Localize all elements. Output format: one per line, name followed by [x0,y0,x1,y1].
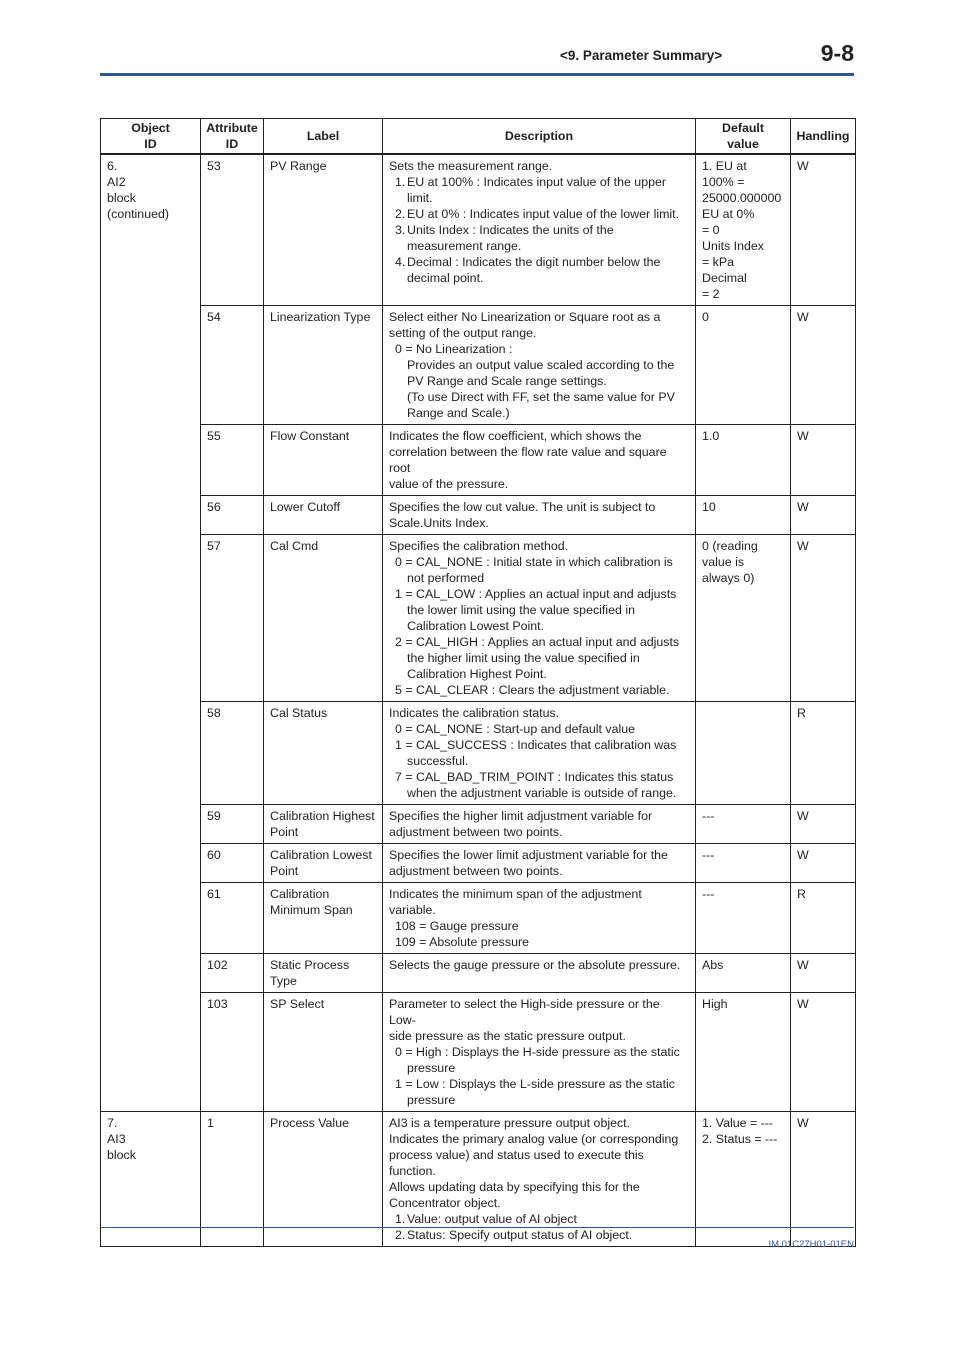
option-continuation: pressure [407,1061,456,1075]
description-line: adjustment between two points. [389,864,563,878]
label-cell: Calibration Highest Point [264,805,383,844]
page-number: 9-8 [820,40,854,66]
description-cell [383,496,696,535]
attribute-id-cell: 1 [201,1112,264,1247]
parameter-table [100,118,856,1247]
option-continuation: the higher limit using the value specified in [407,651,640,665]
col-header-label: Label [264,119,383,155]
footer-rule [100,1227,854,1228]
default-value-cell: 0 [696,306,791,425]
option-continuation: Calibration Highest Point. [407,667,547,681]
handling-cell: W [791,805,856,844]
object-id-cell: 6. AI2 block (continued) [101,154,201,1112]
default-value-cell: Abs [696,954,791,993]
description-line: value of the pressure. [389,477,509,491]
description-line: adjustment between two points. [389,825,563,839]
handling-cell: W [791,496,856,535]
description-cell [383,883,696,954]
handling-cell: W [791,993,856,1112]
table-row [101,306,856,425]
description-line: Indicates the calibration status. [389,706,560,720]
item-number: 1. [395,1212,406,1226]
default-value-cell: --- [696,844,791,883]
document-id: IM 01C27H01-01EN [768,1239,854,1250]
description-cell [383,425,696,496]
default-value-cell: 1. EU at 100% = 25000.000000 EU at 0% = 0 Units Index = kPa Decimal = 2 [696,154,791,306]
description-line: process value) and status used to execute this [389,1148,644,1162]
description-line: Indicates the minimum span of the adjustment [389,887,642,901]
description-cell [383,702,696,805]
label-cell: PV Range [264,154,383,306]
attribute-id-cell: 54 [201,306,264,425]
option-continuation: successful. [407,754,469,768]
description-cell [383,154,696,306]
numbered-item [389,206,689,222]
label-cell: Process Value [264,1112,383,1247]
description-line: function. [389,1164,436,1178]
description-line: AI3 is a temperature pressure output object. [389,1116,631,1130]
description-line: Indicates the primary analog value (or corresponding [389,1132,679,1146]
default-value-cell: 1.0 [696,425,791,496]
default-value-cell: 1. Value = --- 2. Status = --- [696,1112,791,1247]
option-continuation: Calibration Lowest Point. [407,619,545,633]
attribute-id-cell: 60 [201,844,264,883]
object-id-cell: 7. AI3 block [101,1112,201,1247]
description-line: setting of the output range. [389,326,537,340]
description-line: Specifies the calibration method. [389,539,569,553]
description-line: Scale.Units Index. [389,516,489,530]
description-line: Select either No Linearization or Square root as a [389,310,661,324]
handling-cell: W [791,1112,856,1247]
table-row [101,702,856,805]
option-line: 7 = CAL_BAD_TRIM_POINT : Indicates this status [395,770,674,784]
option-continuation: when the adjustment variable is outside of range. [407,786,677,800]
description-line: Specifies the lower limit adjustment variable for the [389,848,668,862]
default-value-cell: 0 (reading value is always 0) [696,535,791,702]
description-cell [383,306,696,425]
table-row [101,535,856,702]
handling-cell: W [791,954,856,993]
attribute-id-cell: 53 [201,154,264,306]
handling-cell: W [791,306,856,425]
description-line: Parameter to select the High-side pressure or the Low- [389,997,660,1027]
label-cell: SP Select [264,993,383,1112]
option-continuation: PV Range and Scale range settings. [407,374,607,388]
item-text: Status: Specify output status of AI object. [407,1228,633,1242]
table-row [101,993,856,1112]
option-line: 1 = CAL_LOW : Applies an actual input and adjusts [395,587,677,601]
table-row [101,844,856,883]
table-row [101,883,856,954]
option-line: 0 = No Linearization : [395,342,513,356]
description-cell [383,954,696,993]
description-cell [383,993,696,1112]
item-text: Value: output value of AI object [407,1212,577,1226]
item-number: 2. [395,207,406,221]
description-line: Indicates the flow coefficient, which shows the [389,429,642,443]
table-row [101,805,856,844]
description-cell [383,535,696,702]
section-title: <9. Parameter Summary> [560,48,723,63]
handling-cell: W [791,425,856,496]
item-text: EU at 0% : Indicates input value of the lower limit. [407,207,680,221]
table-row [101,954,856,993]
item-continuation: decimal point. [407,271,484,285]
item-text: EU at 100% : Indicates input value of the upper [407,175,666,189]
col-header-description: Description [383,119,696,155]
label-cell: Cal Status [264,702,383,805]
option-line: 108 = Gauge pressure [395,919,519,933]
option-line: 0 = CAL_NONE : Start-up and default value [395,722,636,736]
attribute-id-cell: 56 [201,496,264,535]
handling-cell: R [791,702,856,805]
label-cell: Calibration Minimum Span [264,883,383,954]
option-continuation: the lower limit using the value specified in [407,603,635,617]
default-value-cell: 10 [696,496,791,535]
description-line: Sets the measurement range. [389,159,553,173]
col-header-handling: Handling [791,119,856,155]
label-cell: Lower Cutoff [264,496,383,535]
header-rule [100,73,854,76]
description-line: Selects the gauge pressure or the absolute pressure. [389,958,681,972]
handling-cell: R [791,883,856,954]
option-line: 5 = CAL_CLEAR : Clears the adjustment variable. [395,683,670,697]
numbered-item [389,174,689,190]
option-continuation: not performed [407,571,485,585]
description-cell [383,844,696,883]
numbered-item [389,1227,689,1243]
description-line: correlation between the flow rate value and square root [389,445,667,475]
table-body [101,154,856,1247]
col-header-attribute-id: Attribute ID [201,119,264,155]
col-header-object-id: Object ID [101,119,201,155]
handling-cell: W [791,535,856,702]
option-continuation: Range and Scale.) [407,406,510,420]
item-text: Units Index : Indicates the units of the [407,223,614,237]
default-value-cell [696,702,791,805]
attribute-id-cell: 61 [201,883,264,954]
col-header-default-value: Default value [696,119,791,155]
description-line: Concentrator object. [389,1196,501,1210]
option-line: 109 = Absolute pressure [395,935,529,949]
attribute-id-cell: 55 [201,425,264,496]
attribute-id-cell: 57 [201,535,264,702]
attribute-id-cell: 102 [201,954,264,993]
description-line: Allows updating data by specifying this for the [389,1180,640,1194]
numbered-item [389,1211,689,1227]
default-value-cell: High [696,993,791,1112]
label-cell: Calibration Lowest Point [264,844,383,883]
numbered-item [389,222,689,238]
option-continuation: pressure [407,1093,456,1107]
description-line: Specifies the higher limit adjustment variable for [389,809,653,823]
item-text: Decimal : Indicates the digit number below the [407,255,661,269]
option-line: 2 = CAL_HIGH : Applies an actual input and adjusts [395,635,680,649]
item-number: 3. [395,223,406,237]
option-continuation: (To use Direct with FF, set the same value for PV [407,390,675,404]
description-line: variable. [389,903,436,917]
numbered-item [389,254,689,270]
option-line: 1 = CAL_SUCCESS : Indicates that calibration was [395,738,677,752]
handling-cell: W [791,154,856,306]
table-header-row [101,119,856,155]
option-line: 1 = Low : Displays the L-side pressure as the static [395,1077,675,1091]
description-cell [383,805,696,844]
option-continuation: Provides an output value scaled according to the [407,358,675,372]
option-line: 0 = High : Displays the H-side pressure as the static [395,1045,680,1059]
table-row [101,425,856,496]
option-line: 0 = CAL_NONE : Initial state in which calibration is [395,555,673,569]
table-row [101,496,856,535]
item-continuation: limit. [407,191,433,205]
item-number: 1. [395,175,406,189]
attribute-id-cell: 103 [201,993,264,1112]
label-cell: Static Process Type [264,954,383,993]
handling-cell: W [791,844,856,883]
item-continuation: measurement range. [407,239,522,253]
label-cell: Cal Cmd [264,535,383,702]
description-line: side pressure as the static pressure output. [389,1029,626,1043]
description-line: Specifies the low cut value. The unit is subject to [389,500,656,514]
default-value-cell: --- [696,883,791,954]
label-cell: Flow Constant [264,425,383,496]
item-number: 2. [395,1228,406,1242]
default-value-cell: --- [696,805,791,844]
item-number: 4. [395,255,406,269]
attribute-id-cell: 59 [201,805,264,844]
table-row [101,154,856,306]
attribute-id-cell: 58 [201,702,264,805]
label-cell: Linearization Type [264,306,383,425]
